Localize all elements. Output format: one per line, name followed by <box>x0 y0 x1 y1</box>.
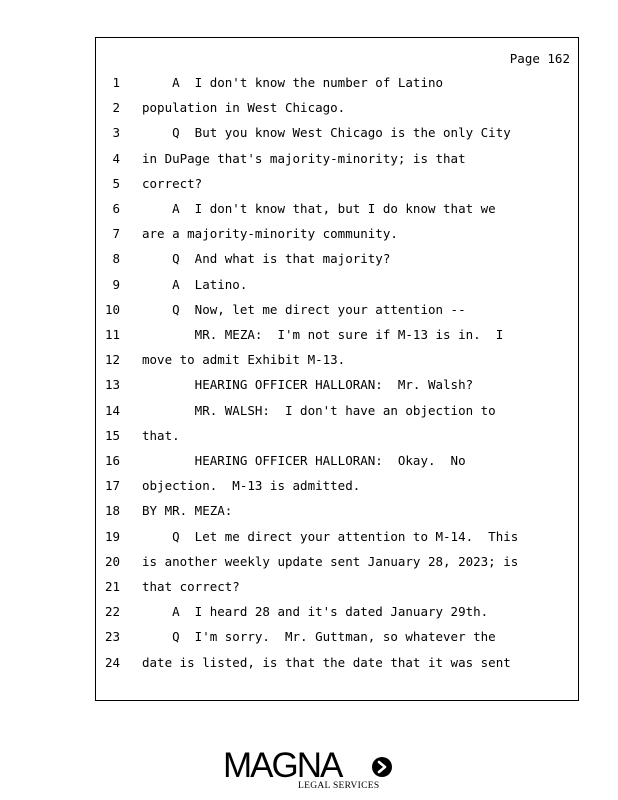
magna-logo <box>223 748 395 794</box>
transcript-line <box>96 554 578 570</box>
transcript-line <box>96 251 578 267</box>
line-number: 8 <box>112 251 120 267</box>
line-text: A Latino. <box>142 276 248 292</box>
transcript-line <box>96 327 578 343</box>
line-text: BY MR. MEZA: <box>142 503 233 519</box>
transcript-line <box>96 151 578 167</box>
line-text: Q Now, let me direct your attention -- <box>142 301 466 317</box>
line-number: 6 <box>112 201 120 216</box>
transcript-line <box>96 655 578 671</box>
line-text: Q Let me direct your attention to M-14. This <box>142 528 519 544</box>
logo-subtitle: LEGAL SERVICES <box>298 781 380 791</box>
transcript-line <box>96 629 578 645</box>
line-number: 3 <box>112 125 120 141</box>
transcript-page <box>95 37 579 701</box>
line-text: objection. M-13 is admitted. <box>142 478 361 494</box>
transcript-line <box>96 75 578 91</box>
line-text: that. <box>142 427 180 443</box>
line-text: HEARING OFFICER HALLORAN: Okay. No <box>142 453 466 468</box>
line-number: 12 <box>104 352 120 368</box>
transcript-line <box>96 226 578 242</box>
line-text: move to admit Exhibit M-13. <box>142 352 346 368</box>
transcript-line <box>96 403 578 419</box>
transcript-line <box>96 100 578 116</box>
chevron-right-circle-icon <box>371 756 393 778</box>
line-text: date is listed, is that the date that it was sent <box>142 654 511 670</box>
line-text: MR. WALSH: I don't have an objection to <box>142 402 496 418</box>
line-number: 7 <box>112 226 120 242</box>
transcript-line <box>96 478 578 494</box>
logo-wordmark: MAGNA <box>223 746 342 785</box>
line-number: 23 <box>104 629 120 645</box>
line-text: Q And what is that majority? <box>142 251 391 267</box>
line-number: 9 <box>112 276 120 292</box>
line-number: 4 <box>112 150 120 166</box>
line-text: Q But you know West Chicago is the only City <box>142 125 511 141</box>
transcript-line <box>96 428 578 444</box>
line-number: 5 <box>112 175 120 191</box>
line-number: 15 <box>104 427 120 443</box>
line-text: A I don't know that, but I do know that we <box>142 201 496 216</box>
line-text: are a majority-minority community. <box>142 226 398 242</box>
line-number: 1 <box>112 75 120 90</box>
line-text: MR. MEZA: I'm not sure if M-13 is in. I <box>142 327 504 342</box>
line-number: 17 <box>104 478 120 494</box>
line-number: 16 <box>104 453 120 468</box>
line-number: 24 <box>104 654 120 670</box>
transcript-line <box>96 503 578 519</box>
line-number: 13 <box>104 377 120 393</box>
line-text: A I heard 28 and it's dated January 29th. <box>142 604 489 620</box>
line-number: 19 <box>104 528 120 544</box>
transcript-line <box>96 201 578 217</box>
transcript-line <box>96 579 578 595</box>
line-text: that correct? <box>142 579 240 594</box>
transcript-line <box>96 277 578 293</box>
transcript-line <box>96 604 578 620</box>
transcript-line <box>96 176 578 192</box>
line-number: 2 <box>112 100 120 116</box>
line-number: 18 <box>104 503 120 519</box>
transcript-line <box>96 453 578 469</box>
line-text: is another weekly update sent January 28, 2023; is <box>142 553 519 569</box>
transcript-line <box>96 377 578 393</box>
transcript-line <box>96 529 578 545</box>
line-number: 22 <box>104 604 120 620</box>
line-text: HEARING OFFICER HALLORAN: Mr. Walsh? <box>142 377 474 393</box>
line-number: 20 <box>104 553 120 569</box>
line-number: 10 <box>104 301 120 317</box>
transcript-line <box>96 125 578 141</box>
line-text: Q I'm sorry. Mr. Guttman, so whatever the <box>142 629 496 645</box>
page-number: Page 162 <box>509 51 570 66</box>
line-number: 21 <box>104 579 120 594</box>
line-number: 11 <box>104 327 120 342</box>
transcript-line <box>96 302 578 318</box>
line-number: 14 <box>104 402 120 418</box>
line-text: in DuPage that's majority-minority; is that <box>142 150 466 166</box>
line-text: correct? <box>142 175 203 191</box>
line-text: A I don't know the number of Latino <box>142 75 444 90</box>
transcript-line <box>96 352 578 368</box>
line-text: population in West Chicago. <box>142 100 346 116</box>
